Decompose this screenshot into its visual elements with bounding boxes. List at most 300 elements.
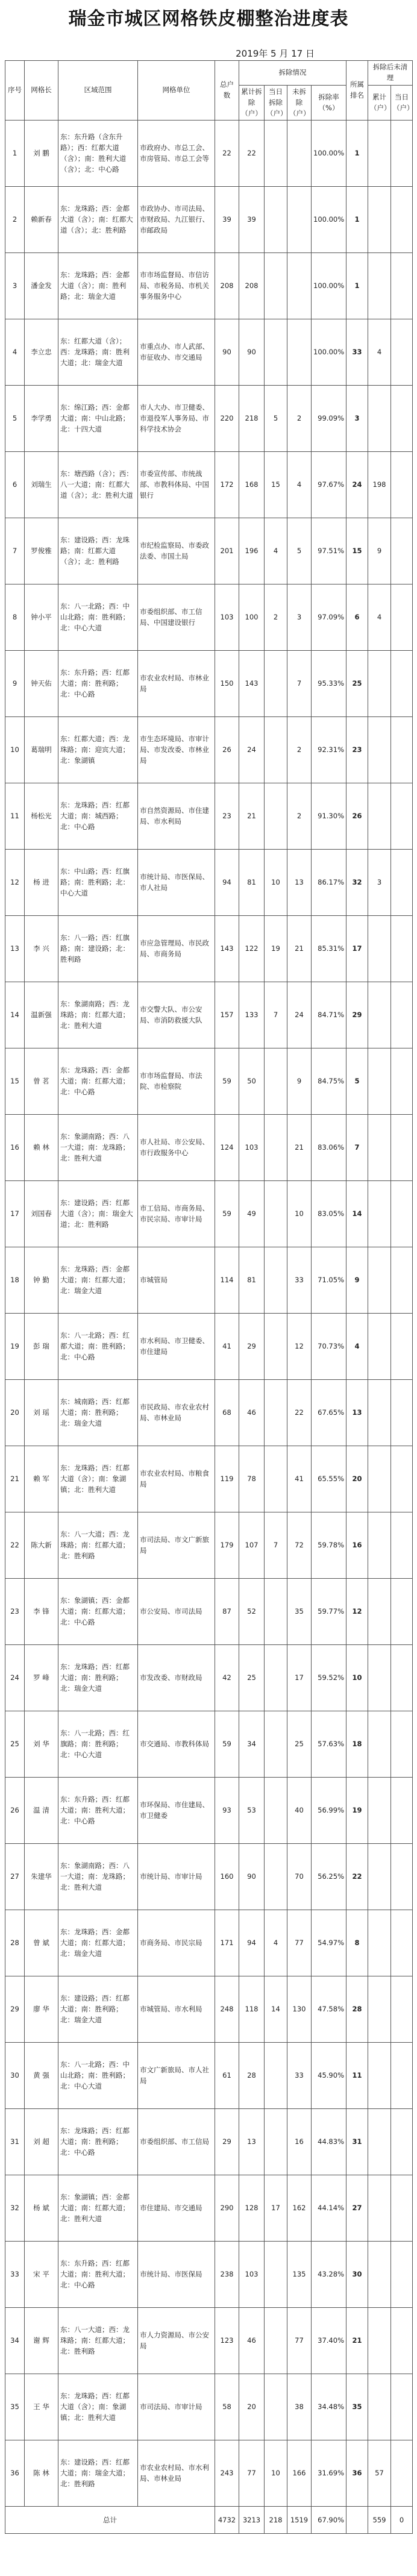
row-pending-total	[368, 783, 391, 850]
row-pending-today	[391, 1778, 413, 1844]
row-today: 19	[265, 916, 287, 982]
row-households: 220	[215, 386, 239, 452]
row-pending-total	[368, 187, 391, 253]
row-unit: 市统计局、市医保局、市人社局	[138, 850, 215, 916]
row-cumulative: 29	[239, 1314, 265, 1380]
row-pending-total: 57	[368, 2440, 391, 2507]
row-unit: 市人大办、市卫健委、市退役军人事务局、市科学技术协会	[138, 386, 215, 452]
row-today	[265, 2109, 287, 2175]
row-ranking: 33	[346, 319, 368, 386]
row-households: 59	[215, 1181, 239, 1247]
row-pending-total: 4	[368, 319, 391, 386]
row-ranking: 16	[346, 1512, 368, 1579]
row-unit: 市工信局、市商务局、市民宗局、市审计局	[138, 1181, 215, 1247]
row-seq: 32	[5, 2175, 25, 2242]
row-pending-today	[391, 1446, 413, 1512]
row-area: 东：建设路；西：红都大道；南：瑞金大道；北：胜利路	[58, 2440, 138, 2507]
row-cumulative: 46	[239, 1380, 265, 1446]
row-seq: 13	[5, 916, 25, 982]
row-pending-today	[391, 2043, 413, 2109]
row-households: 22	[215, 121, 239, 187]
row-cumulative: 28	[239, 2043, 265, 2109]
row-ranking: 1	[346, 187, 368, 253]
row-unit: 市司法局、市文广新旅局	[138, 1512, 215, 1579]
row-seq: 19	[5, 1314, 25, 1380]
table-row	[5, 1778, 413, 1844]
row-today: 2	[265, 584, 287, 651]
row-remaining: 10	[287, 1181, 312, 1247]
row-rate: 100.00%	[312, 319, 346, 386]
row-rate: 67.65%	[312, 1380, 346, 1446]
row-grid-leader: 葛瑞明	[25, 717, 58, 783]
row-pending-today	[391, 386, 413, 452]
row-remaining: 21	[287, 1115, 312, 1181]
row-unit: 市农业农村局、市水利局、市林业局	[138, 2440, 215, 2507]
row-remaining: 17	[287, 1645, 312, 1711]
row-remaining: 77	[287, 2308, 312, 2374]
row-ranking: 1	[346, 253, 368, 319]
row-seq: 3	[5, 253, 25, 319]
row-grid-leader: 陈 林	[25, 2440, 58, 2507]
row-seq: 11	[5, 783, 25, 850]
row-area: 东：城南路；西：红都大道；南：胜利路；北：瑞金大道	[58, 1380, 138, 1446]
row-remaining: 24	[287, 982, 312, 1048]
row-cumulative: 52	[239, 1579, 265, 1645]
row-pending-total	[368, 1181, 391, 1247]
row-cumulative: 218	[239, 386, 265, 452]
row-pending-today	[391, 1844, 413, 1910]
row-grid-leader: 温 清	[25, 1778, 58, 1844]
row-remaining: 4	[287, 452, 312, 518]
row-unit: 市人社局、市公安局、市行政服务中心	[138, 1115, 215, 1181]
header-seq: 序号	[5, 61, 25, 121]
row-unit: 市司法局、市审计局	[138, 2374, 215, 2440]
row-area: 东：龙珠路；西：金都大道（含）；南：胜利路；北：瑞金大道	[58, 253, 138, 319]
header-rate: 拆除率（%）	[312, 86, 346, 121]
row-cumulative: 13	[239, 2109, 265, 2175]
row-unit: 市城管局、市水利局	[138, 1976, 215, 2043]
row-grid-leader: 宋 平	[25, 2242, 58, 2308]
row-seq: 21	[5, 1446, 25, 1512]
table-row	[5, 1314, 413, 1380]
row-rate: 99.09%	[312, 386, 346, 452]
row-grid-leader: 赖 林	[25, 1115, 58, 1181]
row-pending-today	[391, 783, 413, 850]
header-not-demolished: 未拆除（户）	[287, 86, 312, 121]
header-unit: 网格单位	[138, 61, 215, 121]
row-cumulative: 103	[239, 2242, 265, 2308]
row-rate: 56.99%	[312, 1778, 346, 1844]
row-rate: 100.00%	[312, 253, 346, 319]
row-today	[265, 1645, 287, 1711]
row-unit: 市纪检监察局、市委政法委、市国土局	[138, 518, 215, 584]
row-cumulative: 39	[239, 187, 265, 253]
table-row	[5, 1910, 413, 1976]
row-households: 160	[215, 1844, 239, 1910]
row-pending-today	[391, 2175, 413, 2242]
row-unit: 市市场监督局、市法院、市检察院	[138, 1048, 215, 1115]
row-grid-leader: 刘 超	[25, 2109, 58, 2175]
row-seq: 22	[5, 1512, 25, 1579]
row-pending-today	[391, 1910, 413, 1976]
row-area: 东：东升路；西：红都大道；南：胜利大道；北：中心路	[58, 2242, 138, 2308]
row-grid-leader: 刘 瑶	[25, 1380, 58, 1446]
row-area: 东：建设路；西：龙珠路；南：红都大道（含）；北：胜利路	[58, 518, 138, 584]
row-grid-leader: 刘 鹏	[25, 121, 58, 187]
row-households: 171	[215, 1910, 239, 1976]
row-grid-leader: 钟 勤	[25, 1247, 58, 1314]
table-row	[5, 2374, 413, 2440]
row-seq: 14	[5, 982, 25, 1048]
row-area: 东：象湖南路；西：八一大道；南：龙珠路；北：胜利大道	[58, 1115, 138, 1181]
row-today	[265, 253, 287, 319]
row-households: 42	[215, 1645, 239, 1711]
row-ranking: 32	[346, 850, 368, 916]
row-seq: 2	[5, 187, 25, 253]
row-remaining: 41	[287, 1446, 312, 1512]
row-ranking: 14	[346, 1181, 368, 1247]
row-ranking: 20	[346, 1446, 368, 1512]
row-remaining: 166	[287, 2440, 312, 2507]
row-households: 23	[215, 783, 239, 850]
row-seq: 9	[5, 651, 25, 717]
row-cumulative: 25	[239, 1645, 265, 1711]
row-cumulative: 49	[239, 1181, 265, 1247]
row-grid-leader: 谢 辉	[25, 2308, 58, 2374]
row-today	[265, 2308, 287, 2374]
table-row	[5, 187, 413, 253]
row-ranking: 5	[346, 1048, 368, 1115]
row-pending-today	[391, 1976, 413, 2043]
row-cumulative: 122	[239, 916, 265, 982]
row-ranking: 1	[346, 121, 368, 187]
table-row	[5, 783, 413, 850]
row-ranking: 22	[346, 1844, 368, 1910]
row-households: 124	[215, 1115, 239, 1181]
row-seq: 24	[5, 1645, 25, 1711]
row-unit: 市委宣传部、市统战部、市教科体局、中国银行	[138, 452, 215, 518]
row-cumulative: 90	[239, 319, 265, 386]
row-pending-today	[391, 2242, 413, 2308]
row-cumulative: 81	[239, 850, 265, 916]
table-row	[5, 2043, 413, 2109]
header-households: 总户数	[215, 61, 239, 121]
row-pending-total	[368, 1314, 391, 1380]
row-today	[265, 1048, 287, 1115]
row-remaining: 2	[287, 717, 312, 783]
table-row	[5, 1446, 413, 1512]
row-seq: 12	[5, 850, 25, 916]
row-pending-today	[391, 187, 413, 253]
row-households: 201	[215, 518, 239, 584]
row-seq: 18	[5, 1247, 25, 1314]
row-rate: 100.00%	[312, 187, 346, 253]
row-grid-leader: 罗俊雅	[25, 518, 58, 584]
row-grid-leader: 刘瑞生	[25, 452, 58, 518]
totals-label: 总计	[5, 2507, 215, 2534]
row-pending-today	[391, 850, 413, 916]
row-area: 东：龙珠路；西：金都大道；南：红都大道；北：中心路	[58, 1048, 138, 1115]
table-row	[5, 121, 413, 187]
row-grid-leader: 彭 瑞	[25, 1314, 58, 1380]
row-today: 15	[265, 452, 287, 518]
row-pending-today	[391, 518, 413, 584]
progress-table	[5, 60, 413, 2534]
row-unit: 市应急管理局、市民政局、市商务局	[138, 916, 215, 982]
row-remaining: 35	[287, 1579, 312, 1645]
table-row	[5, 1048, 413, 1115]
row-pending-total	[368, 121, 391, 187]
row-rate: 100.00%	[312, 121, 346, 187]
header-demolish-group: 拆除情况	[239, 61, 346, 86]
row-cumulative: 107	[239, 1512, 265, 1579]
row-households: 157	[215, 982, 239, 1048]
row-cumulative: 168	[239, 452, 265, 518]
row-unit: 市文广新旅局、市人社局	[138, 2043, 215, 2109]
row-remaining: 9	[287, 1048, 312, 1115]
row-households: 90	[215, 319, 239, 386]
row-rate: 43.28%	[312, 2242, 346, 2308]
row-rate: 54.97%	[312, 1910, 346, 1976]
row-remaining: 72	[287, 1512, 312, 1579]
row-pending-total	[368, 1910, 391, 1976]
header-grid-leader: 网格长	[25, 61, 58, 121]
row-today	[265, 121, 287, 187]
table-row	[5, 1976, 413, 2043]
row-area: 东：建设路；西：红都大道（含）；南：瑞金大道；北：胜利路	[58, 1181, 138, 1247]
row-area: 东：象湖镇；西：金都大道；南：红都大道；北：胜利大道	[58, 2175, 138, 2242]
row-rate: 59.78%	[312, 1512, 346, 1579]
row-grid-leader: 曾 斌	[25, 1910, 58, 1976]
row-cumulative: 50	[239, 1048, 265, 1115]
row-ranking: 35	[346, 2374, 368, 2440]
row-area: 东：红都大道（含）；西：龙珠路；南：胜利大道；北：瑞金大道	[58, 319, 138, 386]
row-seq: 31	[5, 2109, 25, 2175]
row-rate: 59.52%	[312, 1645, 346, 1711]
totals-remaining: 1519	[287, 2507, 312, 2534]
row-area: 东：象湖南路；西：八一大道；南：龙珠路；北：胜利大道	[58, 1844, 138, 1910]
row-ranking: 12	[346, 1579, 368, 1645]
row-pending-total	[368, 1115, 391, 1181]
row-households: 59	[215, 1711, 239, 1778]
row-rate: 97.51%	[312, 518, 346, 584]
row-unit: 市环保局、市住建局、市卫健委	[138, 1778, 215, 1844]
row-ranking: 6	[346, 584, 368, 651]
row-area: 东：龙珠路；西：红都大道（含）；南：象湖镇；北：胜利大道	[58, 1446, 138, 1512]
row-seq: 29	[5, 1976, 25, 2043]
row-rate: 31.69%	[312, 2440, 346, 2507]
table-row	[5, 1247, 413, 1314]
header-pending-today: 当日（户）	[391, 86, 413, 121]
row-pending-today	[391, 2440, 413, 2507]
row-grid-leader: 廖 华	[25, 1976, 58, 2043]
row-households: 172	[215, 452, 239, 518]
row-ranking: 10	[346, 1645, 368, 1711]
row-pending-today	[391, 1711, 413, 1778]
row-pending-total	[368, 982, 391, 1048]
row-pending-total	[368, 386, 391, 452]
totals-pending-today: 0	[391, 2507, 413, 2534]
row-unit: 市住建局、市交通局	[138, 2175, 215, 2242]
row-area: 东：东升路；西：红都大道；南：胜利大道；北：中心路	[58, 1778, 138, 1844]
row-remaining: 2	[287, 783, 312, 850]
row-households: 39	[215, 187, 239, 253]
row-today: 17	[265, 2175, 287, 2242]
row-pending-total	[368, 2043, 391, 2109]
row-ranking: 8	[346, 1910, 368, 1976]
row-cumulative: 196	[239, 518, 265, 584]
row-rate: 95.33%	[312, 651, 346, 717]
row-grid-leader: 黄 强	[25, 2043, 58, 2109]
row-pending-total	[368, 2109, 391, 2175]
row-remaining: 77	[287, 1910, 312, 1976]
row-households: 238	[215, 2242, 239, 2308]
row-ranking: 3	[346, 386, 368, 452]
row-ranking: 36	[346, 2440, 368, 2507]
row-pending-today	[391, 2374, 413, 2440]
row-today	[265, 1579, 287, 1645]
row-area: 东：八一路；西：红旗路；南：建设路；北：胜利路	[58, 916, 138, 982]
row-ranking: 18	[346, 1711, 368, 1778]
row-seq: 33	[5, 2242, 25, 2308]
row-grid-leader: 刘 华	[25, 1711, 58, 1778]
row-cumulative: 24	[239, 717, 265, 783]
row-rate: 57.63%	[312, 1711, 346, 1778]
row-pending-today	[391, 1247, 413, 1314]
row-pending-today	[391, 1181, 413, 1247]
row-households: 58	[215, 2374, 239, 2440]
row-pending-total	[368, 916, 391, 982]
row-today	[265, 1778, 287, 1844]
row-rate: 45.90%	[312, 2043, 346, 2109]
row-rate: 86.17%	[312, 850, 346, 916]
row-grid-leader: 杨 斌	[25, 2175, 58, 2242]
row-cumulative: 20	[239, 2374, 265, 2440]
row-pending-today	[391, 1314, 413, 1380]
table-row	[5, 1844, 413, 1910]
row-today: 4	[265, 1910, 287, 1976]
row-area: 东：龙珠路；西：金都大道；南：红都大道；北：瑞金大道	[58, 1247, 138, 1314]
row-seq: 8	[5, 584, 25, 651]
row-remaining: 130	[287, 1976, 312, 2043]
table-row	[5, 2175, 413, 2242]
row-ranking: 25	[346, 651, 368, 717]
row-grid-leader: 李 兴	[25, 916, 58, 982]
row-unit: 市重点办、市人武部、市征收办、市交通局	[138, 319, 215, 386]
row-cumulative: 77	[239, 2440, 265, 2507]
row-pending-total: 9	[368, 518, 391, 584]
row-unit: 市水利局、市卫健委、市住建局	[138, 1314, 215, 1380]
row-cumulative: 53	[239, 1778, 265, 1844]
row-pending-today	[391, 2308, 413, 2374]
row-area: 东：中山路；西：红旗路；南：胜利路；北：中心大道	[58, 850, 138, 916]
row-area: 东：龙珠路；西：红都大道；南：城西路；北：中心路	[58, 783, 138, 850]
row-ranking: 4	[346, 1314, 368, 1380]
row-cumulative: 94	[239, 1910, 265, 1976]
row-remaining: 16	[287, 2109, 312, 2175]
row-grid-leader: 温新强	[25, 982, 58, 1048]
row-today	[265, 2242, 287, 2308]
row-pending-today	[391, 651, 413, 717]
row-unit: 市公安局、市司法局	[138, 1579, 215, 1645]
row-seq: 34	[5, 2308, 25, 2374]
table-row	[5, 1380, 413, 1446]
row-remaining: 40	[287, 1778, 312, 1844]
row-today: 14	[265, 1976, 287, 2043]
row-households: 59	[215, 1048, 239, 1115]
row-area: 东：龙珠路；西：红都大道；南：胜利路；北：中心路	[58, 2109, 138, 2175]
row-ranking: 24	[346, 452, 368, 518]
row-remaining	[287, 121, 312, 187]
table-row	[5, 2109, 413, 2175]
row-area: 东：东升路（含东升路）；西：红都大道（含）；南：胜利大道（含）；北：中心路	[58, 121, 138, 187]
row-pending-today	[391, 584, 413, 651]
row-pending-today	[391, 1115, 413, 1181]
row-area: 东：八一北路；西：中山北路；南：胜利路；北：中心大道	[58, 2043, 138, 2109]
row-today	[265, 651, 287, 717]
row-seq: 4	[5, 319, 25, 386]
header-pending-group: 拆除后未清理	[368, 61, 413, 86]
totals-today: 218	[265, 2507, 287, 2534]
row-seq: 15	[5, 1048, 25, 1115]
row-rate: 85.31%	[312, 916, 346, 982]
row-remaining: 70	[287, 1844, 312, 1910]
row-pending-today	[391, 1645, 413, 1711]
row-pending-total	[368, 1711, 391, 1778]
row-grid-leader: 朱建华	[25, 1844, 58, 1910]
row-grid-leader: 赖新春	[25, 187, 58, 253]
table-row	[5, 319, 413, 386]
row-cumulative: 81	[239, 1247, 265, 1314]
row-grid-leader: 李学勇	[25, 386, 58, 452]
row-pending-total: 198	[368, 452, 391, 518]
row-remaining: 13	[287, 850, 312, 916]
row-rate: 83.05%	[312, 1181, 346, 1247]
row-ranking: 30	[346, 2242, 368, 2308]
row-rate: 97.09%	[312, 584, 346, 651]
row-households: 248	[215, 1976, 239, 2043]
row-pending-today	[391, 916, 413, 982]
row-remaining	[287, 253, 312, 319]
table-row	[5, 1579, 413, 1645]
row-cumulative: 22	[239, 121, 265, 187]
row-today	[265, 2043, 287, 2109]
row-unit: 市委组织部、市工信局	[138, 2109, 215, 2175]
row-remaining: 33	[287, 2043, 312, 2109]
row-pending-total	[368, 1645, 391, 1711]
row-pending-total	[368, 1512, 391, 1579]
row-ranking: 28	[346, 1976, 368, 2043]
row-pending-today	[391, 1579, 413, 1645]
row-pending-total	[368, 2175, 391, 2242]
row-households: 290	[215, 2175, 239, 2242]
header-area: 区域范围	[58, 61, 138, 121]
row-unit: 市自然资源局、市住建局、市水利局	[138, 783, 215, 850]
row-pending-total	[368, 1048, 391, 1115]
row-area: 东：龙珠路；西：金都大道；南：红都大道；北：瑞金大道	[58, 1910, 138, 1976]
header-today: 当日拆除（户）	[265, 86, 287, 121]
row-today	[265, 1380, 287, 1446]
row-today	[265, 1115, 287, 1181]
table-row	[5, 982, 413, 1048]
row-unit: 市委组织部、市工信局、中国建设银行	[138, 584, 215, 651]
row-area: 东：塘西路（含）；西：八一大道；南：红都大道（含）；北：胜利大道	[58, 452, 138, 518]
table-row	[5, 386, 413, 452]
row-pending-today	[391, 452, 413, 518]
totals-ranking	[346, 2507, 368, 2534]
row-today: 10	[265, 2440, 287, 2507]
table-row	[5, 518, 413, 584]
